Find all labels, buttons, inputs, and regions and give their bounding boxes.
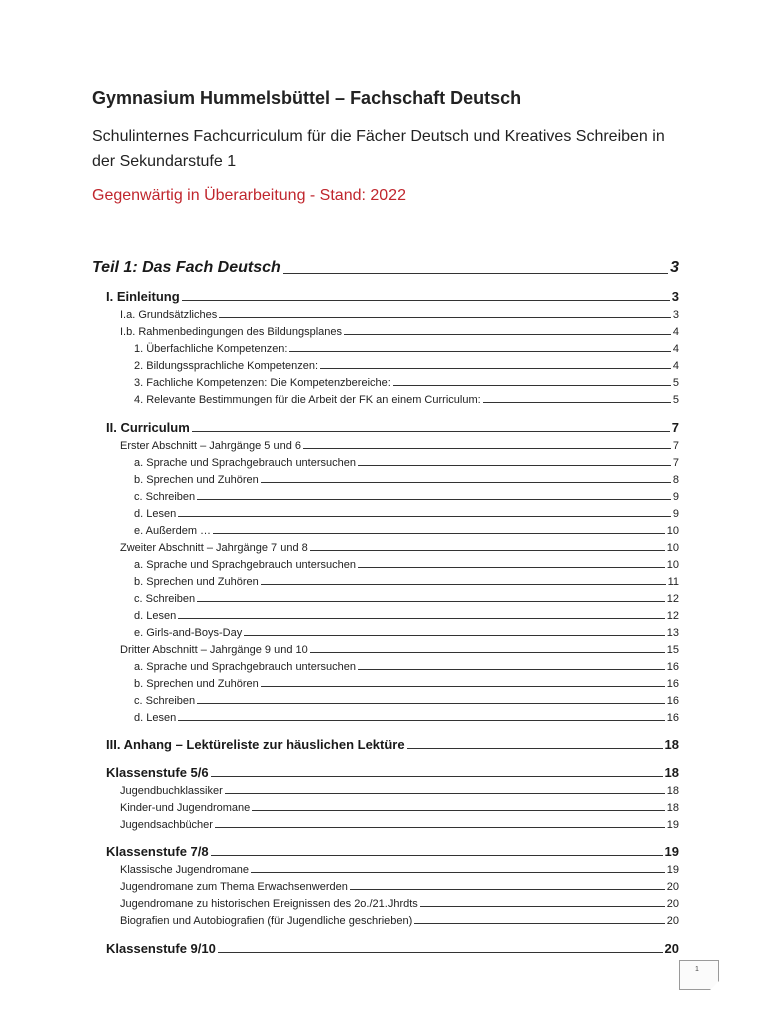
toc-leader (350, 889, 665, 890)
toc-entry-label: d. Lesen (134, 610, 177, 622)
toc-entry-page: 13 (666, 627, 679, 639)
toc-entry-label: c. Schreiben (134, 491, 196, 503)
toc-entry-label: I. Einleitung (106, 289, 180, 304)
toc-leader (218, 952, 663, 953)
toc-entry[interactable] (134, 607, 679, 622)
toc-entry-label: b. Sprechen und Zuhören (134, 474, 259, 486)
revision-status: Gegenwärtig in Überarbeitung - Stand: 2022 (92, 187, 406, 204)
toc-leader (219, 317, 671, 318)
toc-entry[interactable] (134, 709, 679, 724)
toc-entry[interactable] (106, 734, 679, 752)
toc-entry-page: 10 (666, 559, 679, 571)
toc-entry-label: II. Curriculum (106, 420, 190, 435)
toc-entry-label: III. Anhang – Lektüreliste zur häuslichen Lektüre (106, 737, 405, 752)
toc-entry[interactable] (120, 878, 679, 893)
toc-leader (182, 300, 670, 301)
toc-entry-label: e. Außerdem … (134, 525, 212, 537)
toc-leader (310, 652, 665, 653)
toc-entry[interactable] (134, 505, 679, 520)
toc-leader (393, 385, 671, 386)
toc-leader (344, 334, 671, 335)
toc-leader (358, 465, 671, 466)
toc-leader (197, 499, 671, 500)
toc-entry-page: 3 (670, 259, 679, 276)
toc-entry-label: 2. Bildungssprachliche Kompetenzen: (134, 360, 319, 372)
toc-entry[interactable] (134, 374, 679, 389)
toc-entry-label: Klassenstufe 7/8 (106, 844, 209, 859)
toc-entry-page: 8 (672, 474, 679, 486)
toc-entry-label: Teil 1: Das Fach Deutsch (92, 259, 281, 276)
toc-leader (261, 482, 671, 483)
toc-entry[interactable] (134, 340, 679, 355)
toc-entry[interactable] (106, 286, 679, 304)
toc-entry[interactable] (120, 323, 679, 338)
toc-leader (310, 550, 665, 551)
toc-entry-page: 18 (664, 765, 679, 780)
toc-entry-label: Klassenstufe 5/6 (106, 765, 209, 780)
toc-entry-page: 10 (666, 525, 679, 537)
toc-leader (178, 720, 665, 721)
toc-leader (211, 776, 663, 777)
toc-entry-page: 9 (672, 508, 679, 520)
toc-entry-page: 15 (666, 644, 679, 656)
toc-leader (407, 748, 663, 749)
page-curl-icon (710, 981, 719, 990)
toc-entry[interactable] (120, 437, 679, 452)
toc-leader (244, 635, 665, 636)
toc-entry-page: 4 (672, 360, 679, 372)
toc-leader (178, 618, 665, 619)
page-number-box (679, 960, 719, 990)
toc-leader (213, 533, 665, 534)
toc-entry[interactable] (134, 675, 679, 690)
toc-entry[interactable] (106, 841, 679, 859)
toc-entry-page: 7 (672, 457, 679, 469)
toc-entry[interactable] (134, 624, 679, 639)
toc-leader (303, 448, 671, 449)
toc-entry-label: I.a. Grundsätzliches (120, 309, 218, 321)
toc-entry-page: 16 (666, 712, 679, 724)
toc-entry[interactable] (106, 938, 679, 956)
toc-entry-page: 5 (672, 377, 679, 389)
toc-entry-label: a. Sprache und Sprachgebrauch untersuchen (134, 559, 356, 571)
toc-entry-label: 1. Überfachliche Kompetenzen: (134, 343, 288, 355)
toc-entry-label: Zweiter Abschnitt – Jahrgänge 7 und 8 (120, 542, 308, 554)
toc-entry-page: 19 (666, 864, 679, 876)
toc-leader (358, 669, 665, 670)
toc-entry-label: d. Lesen (134, 712, 177, 724)
toc-leader (178, 516, 671, 517)
toc-entry[interactable] (134, 692, 679, 707)
toc-entry-page: 3 (672, 309, 679, 321)
toc-entry-label: c. Schreiben (134, 695, 196, 707)
toc-leader (420, 906, 665, 907)
toc-entry-page: 16 (666, 695, 679, 707)
toc-entry[interactable] (134, 454, 679, 469)
toc-entry[interactable] (134, 522, 679, 537)
toc-entry[interactable] (134, 357, 679, 372)
toc-entry-label: Jugendromane zum Thema Erwachsenwerden (120, 881, 348, 893)
toc-entry[interactable] (134, 488, 679, 503)
toc-leader (215, 827, 665, 828)
toc-entry-page: 12 (666, 593, 679, 605)
toc-entry-label: a. Sprache und Sprachgebrauch untersuchen (134, 661, 356, 673)
toc-entry-label: Biografien und Autobiografien (für Jugendliche geschrieben) (120, 915, 413, 927)
toc-entry-page: 20 (664, 941, 679, 956)
toc-entry[interactable] (134, 556, 679, 571)
toc-entry-page: 19 (664, 844, 679, 859)
toc-leader (252, 810, 664, 811)
toc-entry-page: 10 (666, 542, 679, 554)
toc-entry-label: Jugendbuchklassiker (120, 785, 223, 797)
toc-entry[interactable] (120, 861, 679, 876)
toc-entry-page: 19 (666, 819, 679, 831)
toc-entry[interactable] (120, 306, 679, 321)
toc-entry[interactable] (120, 912, 679, 927)
toc-entry-label: 3. Fachliche Kompetenzen: Die Kompetenzbereiche: (134, 377, 391, 389)
toc-leader (320, 368, 671, 369)
toc-entry[interactable] (120, 641, 679, 656)
toc-entry-page: 20 (666, 898, 679, 910)
toc-entry-page: 4 (672, 326, 679, 338)
toc-entry-page: 7 (672, 440, 679, 452)
toc-entry[interactable] (134, 658, 679, 673)
toc-entry-label: I.b. Rahmenbedingungen des Bildungsplanes (120, 326, 342, 338)
toc-entry-label: Klassische Jugendromane (120, 864, 250, 876)
toc-entry-page: 18 (666, 802, 679, 814)
toc-entry-label: b. Sprechen und Zuhören (134, 576, 259, 588)
toc-entry-page: 18 (664, 737, 679, 752)
document-title: Gymnasium Hummelsbüttel – Fachschaft Deutsch (92, 88, 522, 108)
toc-entry-label: b. Sprechen und Zuhören (134, 678, 259, 690)
toc-entry-page: 20 (666, 915, 679, 927)
toc-leader (261, 584, 666, 585)
toc-entry-page: 3 (671, 289, 679, 304)
toc-entry-page: 20 (666, 881, 679, 893)
toc-entry[interactable] (120, 799, 679, 814)
toc-entry-label: d. Lesen (134, 508, 177, 520)
toc-leader (289, 351, 670, 352)
toc-entry[interactable] (106, 762, 679, 780)
toc-leader (192, 431, 670, 432)
toc-entry-label: c. Schreiben (134, 593, 196, 605)
toc-entry-label: a. Sprache und Sprachgebrauch untersuchen (134, 457, 356, 469)
toc-leader (197, 703, 665, 704)
toc-entry-label: Klassenstufe 9/10 (106, 941, 216, 956)
toc-entry[interactable] (106, 417, 679, 435)
toc-entry-page: 16 (666, 661, 679, 673)
toc-entry[interactable] (120, 816, 679, 831)
toc-entry-label: Erster Abschnitt – Jahrgänge 5 und 6 (120, 440, 302, 452)
toc-leader (414, 923, 664, 924)
toc-leader (225, 793, 665, 794)
toc-entry[interactable] (134, 471, 679, 486)
toc-leader (483, 402, 671, 403)
toc-entry[interactable] (92, 255, 679, 277)
toc-leader (283, 273, 668, 274)
toc-entry-page: 18 (666, 785, 679, 797)
toc-leader (358, 567, 665, 568)
toc-entry[interactable] (134, 391, 679, 406)
toc-entry-label: Jugendsachbücher (120, 819, 213, 831)
toc-entry-label: 4. Relevante Bestimmungen für die Arbeit der FK an einem Curriculum: (134, 394, 481, 406)
document-subtitle: Schulinternes Fachcurriculum für die Fächer Deutsch und Kreatives Schreiben in der Sekundarstufe 1 (92, 128, 665, 170)
page-number: 1 (695, 966, 699, 973)
toc-entry[interactable] (120, 782, 679, 797)
toc-entry[interactable] (120, 895, 679, 910)
toc-leader (211, 855, 663, 856)
toc-entry-page: 16 (666, 678, 679, 690)
toc-entry-label: Kinder-und Jugendromane (120, 802, 251, 814)
toc-entry-label: Jugendromane zu historischen Ereignissen des 2o./21.Jhrdts (120, 898, 418, 910)
toc-leader (251, 872, 665, 873)
toc-entry-page: 4 (672, 343, 679, 355)
toc-entry-page: 9 (672, 491, 679, 503)
toc-entry-label: Dritter Abschnitt – Jahrgänge 9 und 10 (120, 644, 308, 656)
toc-entry-page: 12 (666, 610, 679, 622)
toc-entry-label: e. Girls-and-Boys-Day (134, 627, 243, 639)
toc-entry[interactable] (120, 539, 679, 554)
toc-leader (261, 686, 665, 687)
toc-leader (197, 601, 665, 602)
toc-entry-page: 5 (672, 394, 679, 406)
toc-entry-page: 11 (667, 576, 679, 588)
toc-entry-page: 7 (671, 420, 679, 435)
toc-entry[interactable] (134, 573, 679, 588)
toc-entry[interactable] (134, 590, 679, 605)
